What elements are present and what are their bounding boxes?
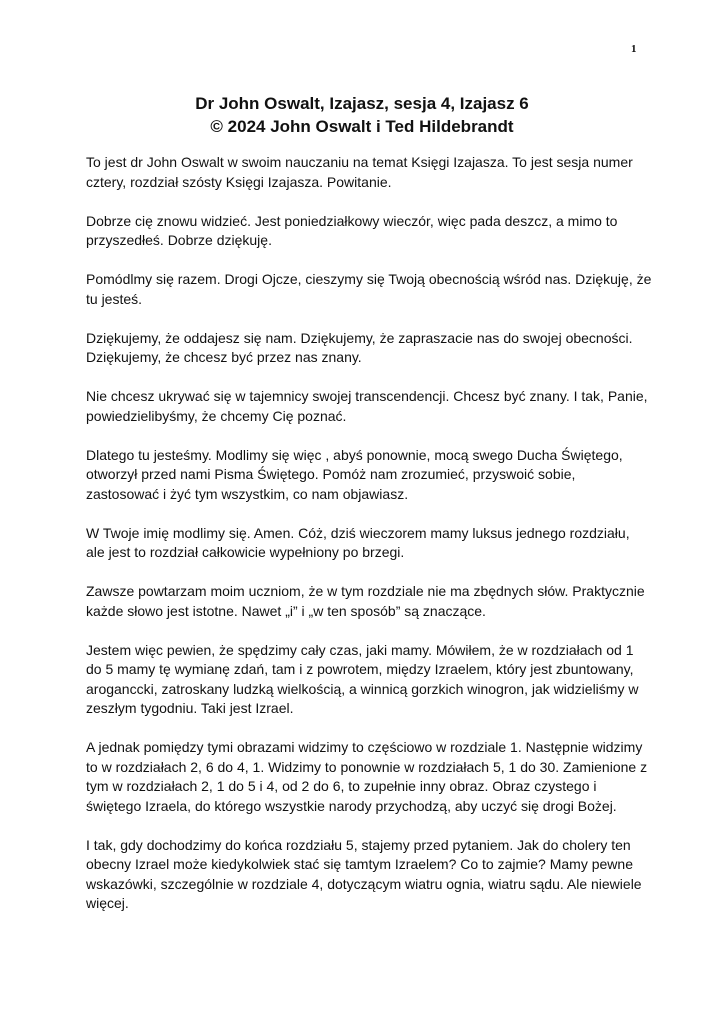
title-line-1: Dr John Oswalt, Izajasz, sesja 4, Izajasz 6 xyxy=(195,94,529,113)
paragraph: Nie chcesz ukrywać się w tajemnicy swojej transcendencji. Chcesz być znany. I tak, Panie, powiedzielibyśmy, że chcemy Cię poznać. xyxy=(86,388,648,424)
paragraph: Pomódlmy się razem. Drogi Ojcze, cieszymy się Twoją obecnością wśród nas. Dziękuję, że tu jesteś. xyxy=(86,271,652,307)
paragraph: A jednak pomiędzy tymi obrazami widzimy to częściowo w rozdziale 1. Następnie widzimy to w rozdziałach 2, 6 do 4, 1. Widzimy to ponownie w rozdziałach 5, 1 do 30. Zamienione z tym w rozdziałach 2, 1 do 5 i 4, od 2 do 6, to zupełnie inny obraz. Obraz czystego i świętego Izraela, do którego wszystkie narody przychodzą, aby uczyć się drogi Bożej. xyxy=(86,739,648,814)
paragraph: Dziękujemy, że oddajesz się nam. Dziękujemy, że zapraszacie nas do swojej obecności. Dziękujemy, że chcesz być przez nas znany. xyxy=(86,329,633,365)
paragraph: I tak, gdy dochodzimy do końca rozdziału 5, stajemy przed pytaniem. Jak do cholery ten obecny Izrael może kiedykolwiek stać się tamtym Izraelem? Co to zajmie? Mamy pewne wskazówki, szczególnie w rozdziale 4, dotyczącym wiatru ognia, wiatru sądu. Ale niewiele więcej. xyxy=(86,836,642,911)
paragraph: Zawsze powtarzam moim uczniom, że w tym rozdziale nie ma zbędnych słów. Praktycznie każde słowo jest istotne. Nawet „i” i „w ten sposób” są znaczące. xyxy=(86,583,645,619)
paragraph: Jestem więc pewien, że spędzimy cały czas, jaki mamy. Mówiłem, że w rozdziałach od 1 do 5 mamy tę wymianę zdań, tam i z powrotem, między Izraelem, który jest zbuntowany, aroganccki, zatroskany ludzką wielkością, a winnicą gorzkich winogron, jak widzieliśmy w zeszłym tygodniu. Taki jest Izrael. xyxy=(86,641,639,716)
paragraph: W Twoje imię modlimy się. Amen. Cóż, dziś wieczorem mamy luksus jednego rozdziału, ale jest to rozdział całkowicie wypełniony po brzegi. xyxy=(86,524,630,560)
paragraph: Dlatego tu jesteśmy. Modlimy się więc , abyś ponownie, mocą swego Ducha Świętego, otworzył przed nami Pisma Świętego. Pomóż nam zrozumieć, przyswoić sobie, zastosować i żyć tym wszystkim, co nam objawiasz. xyxy=(86,446,623,502)
paragraph: Dobrze cię znowu widzieć. Jest poniedziałkowy wieczór, więc pada deszcz, a mimo to przyszedłeś. Dobrze dziękuję. xyxy=(86,212,618,248)
paragraph: To jest dr John Oswalt w swoim nauczaniu na temat Księgi Izajasza. To jest sesja numer cztery, rozdział szósty Księgi Izajasza. Powitanie. xyxy=(86,154,633,190)
document-title xyxy=(0,92,724,138)
document-body xyxy=(86,153,652,933)
page-number: 1 xyxy=(631,43,637,55)
title-line-2: © 2024 John Oswalt i Ted Hildebrandt xyxy=(210,117,514,136)
